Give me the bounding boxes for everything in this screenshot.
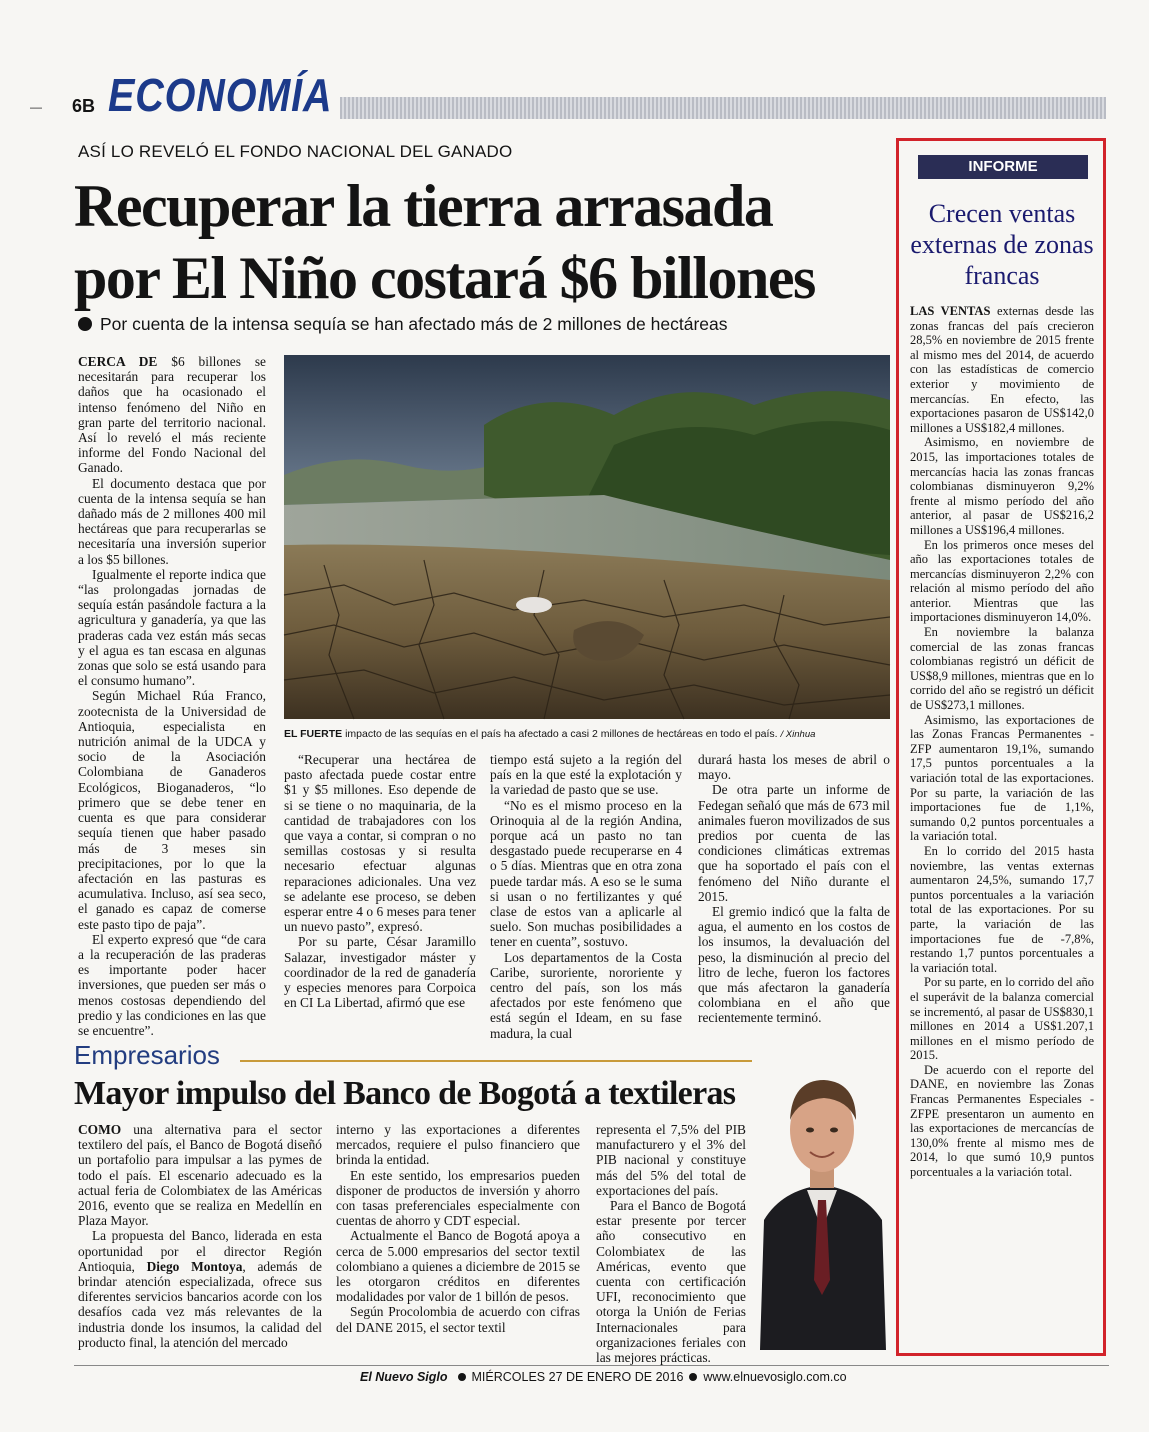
- paragraph: Según Michael Rúa Franco, zootecnista de la Universidad de Antioquia, especialista en nutrición animal de la UDCA y socio de la Asociación Colombiana de Ganaderos Ecológicos, Bioganaderos, “lo primero que se debe tener en cuenta es que para considerar sequía tienen que haber pasado más de 3 meses sin precipitaciones, por lo que la afectación en las pasturas es acumulativa. Incluso, así sea seco, el ganado es capaz de comerse este pasto tipo de paja”.: [78, 688, 266, 932]
- section-title: ECONOMÍA: [108, 69, 333, 121]
- bullet-icon: [78, 317, 92, 331]
- paragraph: Asimismo, en noviembre de 2015, las importaciones totales de mercancías hacia las zonas francas colombianas disminuyeron 9,2% frente al mismo período del año anterior, al pasar de US$216,2 millones a US$196,4 millones.: [910, 435, 1094, 537]
- article-kicker: ASÍ LO REVELÓ EL FONDO NACIONAL DEL GANADO: [78, 142, 513, 161]
- footer-date: MIÉRCOLES 27 DE ENERO DE 2016: [471, 1370, 684, 1384]
- paragraph: representa el 7,5% del PIB manufacturero y el 3% del PIB nacional y constituye más del 5% del total de exportaciones del país.: [596, 1122, 746, 1198]
- lead-in: CERCA DE: [78, 354, 158, 369]
- drought-photo: [284, 355, 890, 719]
- second-section-label: Empresarios: [74, 1040, 220, 1070]
- paragraph: El documento destaca que por cuenta de la intensa sequía se han dañado más de 2 millones 400 mil hectáreas que para recuperarlas se necesitaría una inversión superior a los $5 billones.: [78, 475, 266, 567]
- second-column-1: [78, 1122, 322, 1358]
- headline-line-1: Recuperar la tierra arrasada: [74, 173, 773, 239]
- subhead-text: Por cuenta de la intensa sequía se han afectado más de 2 millones de hectáreas: [100, 314, 728, 334]
- lead-in: COMO: [78, 1122, 122, 1137]
- article-column-3: [490, 752, 682, 1041]
- page-footer: [360, 1370, 847, 1384]
- paragraph: Por su parte, en lo corrido del año el superávit de la balanza comercial se incrementó, al pasar de US$830,1 millones en 2014 a US$1.207,1 millones en el mismo período de 2015.: [910, 975, 1094, 1063]
- sidebar-body: [910, 304, 1094, 1348]
- paragraph: , además de brindar atención especializada, ofrece sus diferentes servicios bancarios acorde con los desafíos cada vez más relevantes de la industria donde los insumos, la calidad del producto final, la atención del mercado: [78, 1258, 322, 1350]
- page-number: 6B: [72, 96, 96, 116]
- section-header-bar: [340, 97, 1106, 119]
- paragraph: $6 billones se necesitarán para recuperar los daños que ha ocasionado el intenso fenómeno del Niño en gran parte del territorio nacional. Así lo reveló el más reciente informe del Fondo Nacional del Ganado.: [78, 354, 266, 476]
- second-column-2: [336, 1122, 580, 1358]
- caption-text: impacto de las sequías en el país ha afectado a casi 2 millones de hectáreas en todo el país.: [345, 728, 778, 740]
- paragraph: Los departamentos de la Costa Caribe, suroriente, nororiente y centro del país, son los más afectados por este fenómeno que está según el Ideam, en su fase madura, la cual: [490, 949, 682, 1041]
- portrait-photo: [752, 1050, 892, 1350]
- paragraph: Para el Banco de Bogotá estar presente por tercer año consecutivo en Colombiatex de las Américas, evento que cuenta con certificación UFI, reconocimiento que otorga la Unión de Ferias Internacionales para organizaciones feriales con las mejores prácticas.: [596, 1198, 746, 1366]
- paragraph: El experto expresó que “de cara a la recuperación de las praderas es importante poder hacer inversiones, que pueden ser más o menos costosas dependiendo del predio y las condiciones en las que se encuentre”.: [78, 931, 266, 1038]
- paragraph: Por su parte, César Jaramillo Salazar, investigador máster y coordinador de la red de ganadería y especies menores para Corpoica en CI La Libertad, afirmó que ese: [284, 934, 476, 1011]
- second-column-3: [596, 1122, 746, 1366]
- person-name: Diego Montoya: [146, 1258, 243, 1274]
- paragraph: Según Procolombia de acuerdo con cifras del DANE 2015, el sector textil: [336, 1304, 580, 1335]
- paragraph: La propuesta del Banco, liderada en esta oportunidad por el director Región Antioquia,: [78, 1228, 322, 1274]
- paragraph: durará hasta los meses de abril o mayo.: [698, 752, 890, 783]
- paragraph: “No es el mismo proceso en la Orinoquia al de la región Andina, porque acá un pasto no tan desgastado puede recuperarse en 4 o 5 días. Mientras que en otra zona puede tardar más. A eso se le suma si usan o no fertilizantes y qué clase de estos van a aplicarle al suelo. Son muchas posibilidades a tener en cuenta”, sostuvo.: [490, 797, 682, 950]
- second-headline: Mayor impulso del Banco de Bogotá a textileras: [74, 1075, 736, 1112]
- photo-caption: [284, 728, 890, 740]
- paragraph: una alternativa para el sector textilero del país, el Banco de Bogotá diseñó un portafolio para impulsar a las pymes de todo el país. El escenario adecuado es la actual feria de Colombiatex de las Américas 2016, evento que se realiza en Medellín en Plaza Mayor.: [78, 1122, 322, 1229]
- paragraph: El gremio indicó que la falta de agua, el aumento en los costos de los insumos, la devaluación del peso, la disminución al precio del litro de leche, fueron los factores que más afectaron la ganadería colombiana en el año que recientemente terminó.: [698, 904, 890, 1026]
- paragraph: En lo corrido del 2015 hasta noviembre, las ventas externas aumentaron 24,5%, sumando 17,7 puntos porcentuales a la variación total de las exportaciones. Por su parte, la variación de las importaciones fue de -7,8%, restando 1,7 puntos porcentuales a la variación total.: [910, 843, 1094, 975]
- footer-website[interactable]: www.elnuevosiglo.com.co: [703, 1370, 847, 1384]
- caption-credit: / Xinhua: [780, 729, 816, 740]
- paragraph: Actualmente el Banco de Bogotá apoya a cerca de 5.000 empresarios del sector textil colombiano a quienes a diciembre de 2015 se les otorgaron créditos en diferentes modalidades por valor de 1 billón de pesos.: [336, 1228, 580, 1305]
- margin-tick: —: [30, 100, 42, 114]
- paragraph: Igualmente el reporte indica que “las prolongadas jornadas de sequía están pasándole factura a la agricultura y ganadería, ya que las praderas cada vez están más secas y el agua es tan escasa en algunas zonas que solo se está usando para el consumo humano”.: [78, 566, 266, 689]
- sidebar-tag: INFORME: [918, 155, 1088, 179]
- article-column-4: [698, 752, 890, 1032]
- article-column-2: [284, 752, 476, 1032]
- paragraph: “Recuperar una hectárea de pasto afectada puede costar entre $1 y $5 millones. Eso depende de si se tiene o no maquinaria, de la cantidad de trabajadores con los que vaya a contar, si compran o no semillas costosas y si resulta necesario efectuar algunas reparaciones adicionales. Una vez se adelante ese proceso, se deben esperar entre 4 o 6 meses para tener un nuevo pasto”, expresó.: [284, 752, 476, 935]
- headline-line-2: por El Niño costará $6 billones: [74, 245, 815, 311]
- newspaper-brand: El Nuevo Siglo: [360, 1370, 448, 1384]
- paragraph: En noviembre la balanza comercial de las zonas francas colombianas registró un déficit de US$8,9 millones, mientras que en lo corrido del año se registró un déficit de US$273,1 millones.: [910, 625, 1094, 713]
- paragraph: En este sentido, los empresarios pueden disponer de productos de inversión y ahorro con tasas preferenciales especialmente con cuentas de ahorro y CDT especial.: [336, 1167, 580, 1229]
- paragraph: interno y las exportaciones a diferentes mercados, requiere el pulso financiero que brinda la entidad.: [336, 1122, 580, 1168]
- sidebar-title: Crecen ventas externas de zonas francas: [910, 199, 1094, 290]
- paragraph: tiempo está sujeto a la región del país en la que esté la explotación y la variedad de pasto que se use.: [490, 752, 682, 798]
- paragraph: De otra parte un informe de Fedegan señaló que más de 673 mil animales fueron movilizados de sus predios por cuenta de las condiciones climáticas extremas que ha soportado el país con el fenómeno del Niño durante el 2015.: [698, 782, 890, 904]
- footer-rule: [74, 1365, 1109, 1366]
- paragraph: En los primeros once meses del año las exportaciones totales de mercancías disminuyeron 2,2% con relación al mismo período del año anterior. Mientras que las importaciones disminuyeron 14,0%.: [910, 537, 1094, 625]
- article-column-1: [78, 354, 266, 1038]
- caption-lead: EL FUERTE: [284, 728, 343, 740]
- paragraph: externas desde las zonas francas del país crecieron 28,5% en noviembre de 2015 frente al mismo mes del 2014, de acuerdo con las estadísticas de comercio exterior y movimiento de mercancías. En efecto, las exportaciones pasaron de US$142,0 millones a US$182,4 millones.: [910, 304, 1094, 435]
- article-headline: [74, 170, 889, 314]
- bullet-icon: [689, 1373, 697, 1381]
- bullet-icon: [458, 1373, 466, 1381]
- paragraph: De acuerdo con el reporte del DANE, en noviembre las Zonas Francas Permanentes Especiales - ZFPE presentaron un aumento en las exportaciones de mercancías de 130,0% frente al mismo mes de 2014, lo que sumó 10,9 puntos porcentuales a la variación total.: [910, 1062, 1094, 1180]
- article-subhead: [78, 314, 728, 335]
- lead-in: LAS VENTAS: [910, 304, 991, 318]
- paragraph: Asimismo, las exportaciones de las Zonas Francas Permanentes - ZFP aumentaron 19,1%, sumando 17,5 puntos porcentuales a la variación total de las exportaciones. Por su parte, la variación de las importaciones fue de 1,1%, sumando 0,2 puntos porcentuales a la variación total.: [910, 712, 1094, 844]
